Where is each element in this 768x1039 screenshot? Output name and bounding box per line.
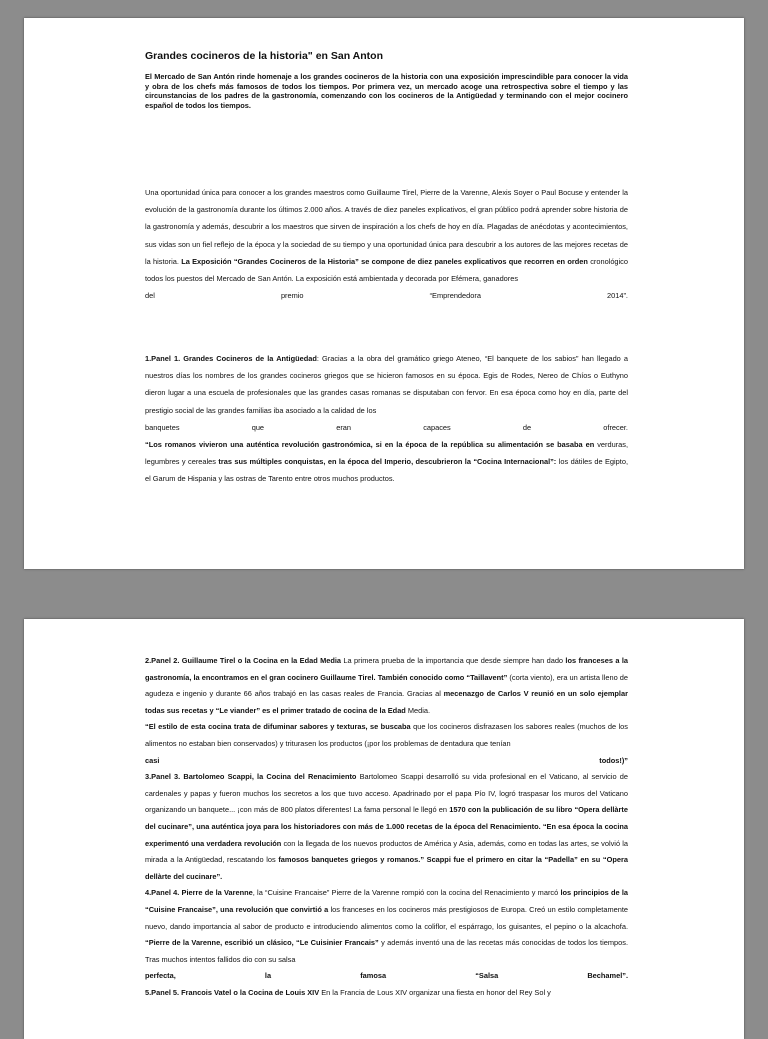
page-1-content <box>145 49 628 110</box>
justified-last-line: perfecta, la famosa “Salsa Bechamel”. <box>145 971 628 981</box>
panel-5-heading: 5.Panel 5. Francois Vatel o la Cocina de Louis XIV <box>145 987 320 997</box>
panel-4-heading: 4.Panel 4. Pierre de la Varenne <box>145 888 253 898</box>
panel-2-heading: 2.Panel 2. Guillaume Tirel o la Cocina en la Edad Media <box>145 656 342 665</box>
quote-text: “Los romanos vivieron una auténtica revolución gastronómica, si en la época de la república su alimentación se basaba en <box>145 440 595 450</box>
justified-last-line: del premio “Emprendedora 2014”. <box>145 291 628 301</box>
panel-3-heading: 3.Panel 3. Bartolomeo Scappi, la Cocina del Renacimiento <box>145 772 357 782</box>
intro-paragraph: El Mercado de San Antón rinde homenaje a los grandes cocineros de la historia con una exposición imprescindible para conocer la vida y obra de los chefs más famosos de todos los tiempos. Por primera vez, un mercado acoge una retrospectiva sobre el tiempo y las circunstancias de los padres de la gastronomía, comenzando con los cocineros de la Antigüedad y terminando con el mejor cocinero español de todos los tiempos. <box>145 72 628 110</box>
document-page-2 <box>24 619 744 1039</box>
document-page-1 <box>24 18 744 569</box>
paragraph-text: cronológico todos los puestos del Mercado de San Antón. La exposición está ambientada y decorada por Efémera, ganadores <box>145 256 628 284</box>
panel-1-section: 1.Panel 1. Grandes Cocineros de la Antigüedad: Gracias a la obra del gramático griego Ateneo, “El banquete de los sabios” han llegado a nuestros días los nombres de los grandes cocineros griegos que se hicieron famosos en su época. Egis de Rodes, Nereo de Chíos o Euthyno dieron lugar a una escuela de profesionales que las grandes casas romanas se disputaban con fervor. En esa época como hoy en día, parte del prestigio social de las grandes familias iba asociado a la calidad de los banquetes que eran capaces de ofrecer. “Los romanos vivieron una auténtica revolución gastronómica, si en la época de la república su alimentación se basaba en verduras, legumbres y cereales tras sus múltiples conquistas, en la época del Imperio, descubrieron la “Cocina Internacional”: los dátiles de Egipto, el Garum de Hispania y las ostras de Tarento entre otros muchos productos. <box>145 354 628 484</box>
body-paragraph-1 <box>145 184 628 304</box>
quote-text: “El estilo de esta cocina trata de difuminar sabores y texturas, se buscaba <box>145 722 411 732</box>
document-title: Grandes cocineros de la historia" en San Anton <box>145 50 383 62</box>
exposition-bold-text: La Exposición “Grandes Cocineros de la Historia” se compone de diez paneles explicativos que recorren en orden <box>181 256 588 266</box>
justified-last-line: casi todos!)” <box>145 755 628 765</box>
panel-1-heading: 1.Panel 1. Grandes Cocineros de la Antigüedad <box>145 354 317 363</box>
paragraph-text: Una oportunidad única para conocer a los grandes maestros como Guillaume Tirel, Pierre de la Varenne, Alexis Soyer o Paul Bocuse y entender la evolución de la gastronomía durante los últimos 2.000 años. A través de diez paneles explicativos, el gran público podrá aprender sobre historia de la gastronomía y además, descubrir a los maestros que sirven de inspiración a los chefs de hoy en día. Plagadas de anécdotas y acontecimientos, sus vidas son un fiel reflejo de la época y la sociedad de su tiempo y una oportunidad única para descubrir a los autores de las mejores recetas de la historia. <box>145 188 628 266</box>
page-2-content: 2.Panel 2. Guillaume Tirel o la Cocina en la Edad Media La primera prueba de la importancia que desde siempre han dado los franceses a la gastronomía, la encontramos en el gran cocinero Guillaume Tirel. También conocido como “Taillavent” (corta viento), era un artista lleno de agudeza e ingenio y durante 66 años trabajó en las casas reales de Francia. Gracias al mecenazgo de Carlos V reunió en un solo ejemplar todas sus recetas y “Le viander” es el primer tratado de cocina de la Edad Media. “El estilo de esta cocina trata de difuminar sabores y texturas, se buscaba que los cocineros disfrazasen los sabores reales (muchos de los alimentos no estaban bien conservados) y triturasen los productos (¡por los problemas de dentadura que tenían casi todos!)” 3.Panel 3. Bartolomeo Scappi, la Cocina del Renacimiento Bartolomeo Scappi desarrolló su vida profesional en el Vaticano, al servicio de cardenales y papas y fueron muchos los secretos a los que tuvo acceso. Apadrinado por el papa Pío IV, logró traspasar los muros del Vaticano organizando un banquete... ¡con más de 800 platos diferentes! La fama personal le llegó en 1570 con la publicación de su libro “Opera dellàrte del cucinare”, una auténtica joya para los historiadores con más de 1.000 recetas de la época del Renacimiento. “En esa época la cocina experimentó una verdadera revolución con la llegada de los nuevos productos de América y Asia, además, como en todas las artes, se volvió la mirada a la Antigüedad, rescatando los famosos banquetes griegos y romanos.” Scappi fue el primero en citar la “Padella” en su “Opera dellàrte del cucinare”. 4.Panel 4. Pierre de la Varenne, la “Cuisine Francaise” Pierre de la Varenne rompió con la cocina del Renacimiento y marcó los principios de la “Cuisine Francaise”, una revolución que convirtió a los franceses en los cocineros más prestigiosos de Europa. Creó un estilo completamente nuevo, dando importancia al sabor de producto e introduciendo alimentos como la coliflor, el espárrago, los guisantes, el pepino o la alcachofa. “Pierre de la Varenne, escribió un clásico, “Le Cuisinier Francais” y además inventó una de las recetas más conocidas de todos los tiempos. Tras muchos intentos fallidos dio con su salsa perfecta, la famosa “Salsa Bechamel”. 5.Panel 5. Francois Vatel o la Cocina de Louis XIV En la Francia de Lous XIV organizar una fiesta en honor del Rey Sol y <box>145 656 628 997</box>
justified-last-line: banquetes que eran capaces de ofrecer. <box>145 422 628 432</box>
